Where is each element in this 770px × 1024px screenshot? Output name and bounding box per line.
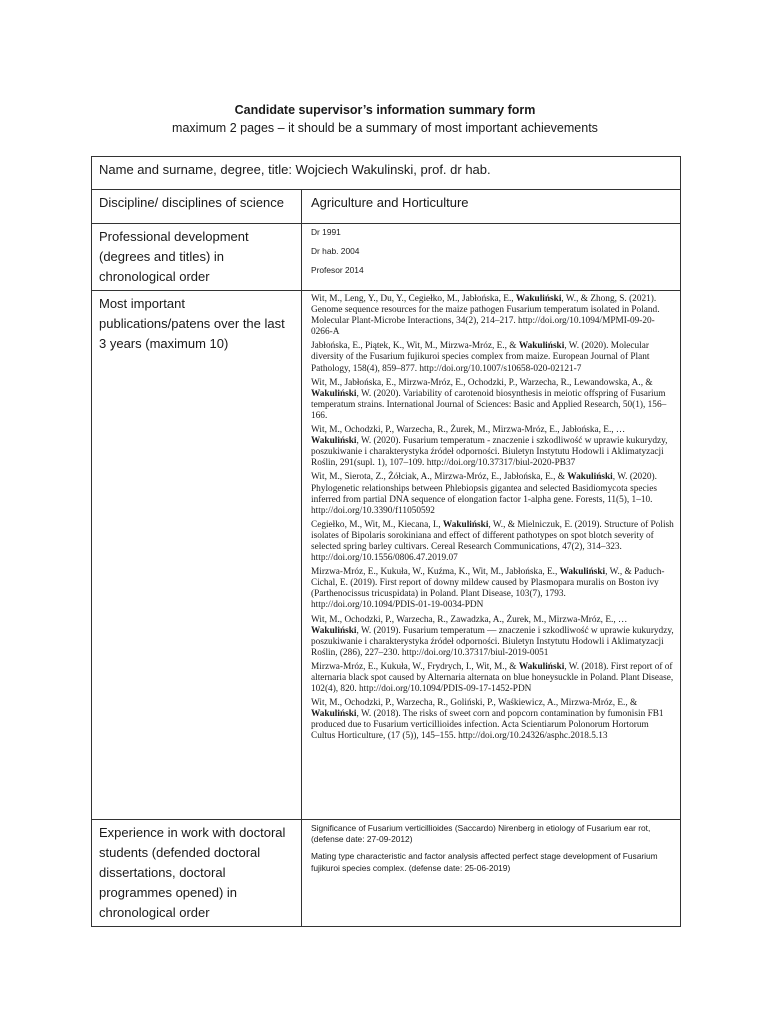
publication-authors: Wit, M., Jabłońska, E., Mirzwa-Mróz, E., Ochodzki, P., Warzecha, R., Lewandowska, A., & xyxy=(311,377,653,388)
discipline-row xyxy=(92,190,681,224)
professional-values xyxy=(302,224,681,291)
publication-details: , W. (2018). First report of of alternaria black spot caused by Alternaria alternata on blue honeysuckle in Poland. Plant Disease, 102(4), 820. http://doi.org/10.1094/PDIS-09-17-1452-PDN xyxy=(311,661,674,695)
publications-list xyxy=(302,291,681,820)
form-title: Candidate supervisor’s information summary form xyxy=(234,103,536,117)
publication-entry xyxy=(311,341,674,374)
name-row xyxy=(92,157,681,190)
publication-details: , W., & Mielniczuk, E. (2019). Structure of Polish isolates of Bipolaris sorokiniana and effect of different pathotypes on spot blotch severity of selected spring barley cultivars. Cereal Research Communications, 47(2), 314–323. http://doi.org/10.1556/0806.47.2019.07 xyxy=(311,519,674,564)
publication-details: , W. (2020). Phylogenetic relationships between Phlebiopsis gigantea and selected Basidiomycota species inferred from partial DNA sequence of elongation factor 1-alpha gene. Forests, 11(5), 1–10. http://doi.org/10.3390/f11050592 xyxy=(311,472,657,516)
highlighted-author: Wakuliński xyxy=(442,519,489,530)
publication-details: , W., & Zhong, S. (2021). Genome sequence resources for the maize pathogen Fusarium temperatum isolated in Poland. Molecular Plant-Microbe Interactions, 34(2), 214–217. http://doi.org/10.1094/MPMI-09-20-0266-A xyxy=(311,294,660,338)
highlighted-author: Wakuliński xyxy=(311,388,357,399)
publication-authors: Wit, M., Ochodzki, P., Warzecha, R., Goliński, P., Waśkiewicz, A., Mirzwa-Mróz, E., & xyxy=(311,698,638,709)
publication-details: , W. (2020). Variability of carotenoid biosynthesis in meiotic offspring of Fusarium temperatum strains. International Journal of Sciences: Basic and Applied Research, 50(1), 156–166. xyxy=(311,388,667,421)
publication-authors: Wit, M., Ochodzki, P., Warzecha, R., Zawadzka, A., Żurek, M., Mirzwa-Mróz, E., … xyxy=(311,614,628,625)
publication-entry xyxy=(311,662,674,695)
highlighted-author: Wakuliński xyxy=(567,472,613,483)
degree-entry: Profesor 2014 xyxy=(311,265,364,275)
highlighted-author: Wakuliński xyxy=(311,625,357,636)
highlighted-author: Wakuliński xyxy=(311,709,357,720)
publications-label: Most important publications/patens over the last 3 years (maximum 10) xyxy=(92,291,302,820)
publication-entry xyxy=(311,425,674,469)
degree-entry: Dr 1991 xyxy=(311,227,341,237)
publication-entry xyxy=(311,615,674,659)
degree-entry: Dr hab. 2004 xyxy=(311,246,360,256)
experience-row xyxy=(92,820,681,927)
name-cell: Name and surname, degree, title: Wojciech Wakulinski, prof. dr hab. xyxy=(92,157,681,190)
publication-authors: Wit, M., Sierota, Z., Żółciak, A., Mirzwa-Mróz, E., Jabłońska, E., & xyxy=(311,472,568,483)
publication-authors: Mirzwa-Mróz, E., Kukuła, W., Frydrych, I., Wit, M., & xyxy=(311,661,519,672)
publication-authors: Cegiełko, M., Wit, M., Kiecana, I., xyxy=(311,519,443,530)
publication-details: , W. (2020). Molecular diversity of the Fusarium fujikuroi species complex from maize. European Journal of Plant Pathology, 158(4), 859–877. http://doi.org/10.1007/s10658-020-02121-7 xyxy=(311,341,650,374)
experience-list xyxy=(302,820,681,927)
publication-details: , W. (2018). The risks of sweet corn and popcorn contamination by fumonisin FB1 produced due to Fusarium verticillioides infection. Acta Scientiarum Polonorum Hortorum Cultus Horticulture, (17 (5)), 145–155. http://doi.org/10.24326/asphc.2018.5.13 xyxy=(311,709,664,742)
highlighted-author: Wakuliński xyxy=(518,341,565,352)
publication-entry xyxy=(311,472,674,516)
publication-authors: Jabłońska, E., Piątek, K., Wit, M., Mirzwa-Mróz, E., & xyxy=(311,341,519,352)
publication-entry xyxy=(311,294,674,338)
publications-row xyxy=(92,291,681,820)
discipline-label: Discipline/ disciplines of science xyxy=(92,190,302,224)
professional-row xyxy=(92,224,681,291)
dissertation-entry: Significance of Fusarium verticillioides (Saccardo) Nirenberg in etiology of Fusarium ear rot, (defense date: 27-09-2012) xyxy=(311,823,651,845)
publication-entry xyxy=(311,698,674,742)
publication-entry xyxy=(311,520,674,564)
dissertation-entry: Mating type characteristic and factor analysis affected perfect stage development of Fusarium fujikuroi species complex. (defense date: 25-06-2019) xyxy=(311,851,658,873)
publication-authors: Wit, M., Leng, Y., Du, Y., Cegiełko, M., Jabłońska, E., xyxy=(311,294,516,304)
publication-authors: Wit, M., Ochodzki, P., Warzecha, R., Żurek, M., Mirzwa-Mróz, E., Jabłońska, E., … xyxy=(311,425,626,436)
highlighted-author: Wakuliński xyxy=(518,661,565,672)
highlighted-author: Wakuliński xyxy=(515,294,562,304)
form-subtitle: maximum 2 pages – it should be a summary of most important achievements xyxy=(172,121,598,135)
discipline-value: Agriculture and Horticulture xyxy=(302,190,681,224)
publication-details: , W. (2020). Fusarium temperatum - znaczenie i szkodliwość w uprawie kukurydzy, poszukiwanie i charakterystyka źródeł odporności. Biuletyn Instytutu Hodowli i Aklimatyzacji Roślin, 291(supl. 1), 107–109. http://doi.org/10.37317/biul-2020-PB37 xyxy=(311,436,668,469)
publication-details: , W. (2019). Fusarium temperatum — znaczenie i szkodliwość w uprawie kukurydzy, poszukiwanie i charakterystyka źródeł odporności. Biuletyn Instytutu Hodowli i Aklimatyzacji Roślin, (286), 227–230. http://doi.org/10.37317/biul-2019-0051 xyxy=(311,625,674,658)
experience-label: Experience in work with doctoral students (defended doctoral dissertations, doctoral programmes opened) in chronological order xyxy=(92,820,302,927)
summary-table xyxy=(91,156,681,927)
highlighted-author: Wakuliński xyxy=(559,567,606,578)
highlighted-author: Wakuliński xyxy=(311,436,357,447)
publication-authors: Mirzwa-Mróz, E., Kukuła, W., Kuźma, K., Wit, M., Jabłońska, E., xyxy=(311,567,560,578)
publication-details: , W., & Paduch-Cichal, E. (2019). First report of downy mildew caused by Plasmopara muralis on Boston ivy (Parthenocissus tricuspidata) in Poland. Plant Disease, 103(7), 1793. http://doi.org/10.1094/PDIS-01-19-0034-PDN xyxy=(311,567,665,611)
professional-label: Professional development (degrees and titles) in chronological order xyxy=(92,224,302,291)
publication-entry xyxy=(311,378,674,422)
publication-entry xyxy=(311,567,674,611)
